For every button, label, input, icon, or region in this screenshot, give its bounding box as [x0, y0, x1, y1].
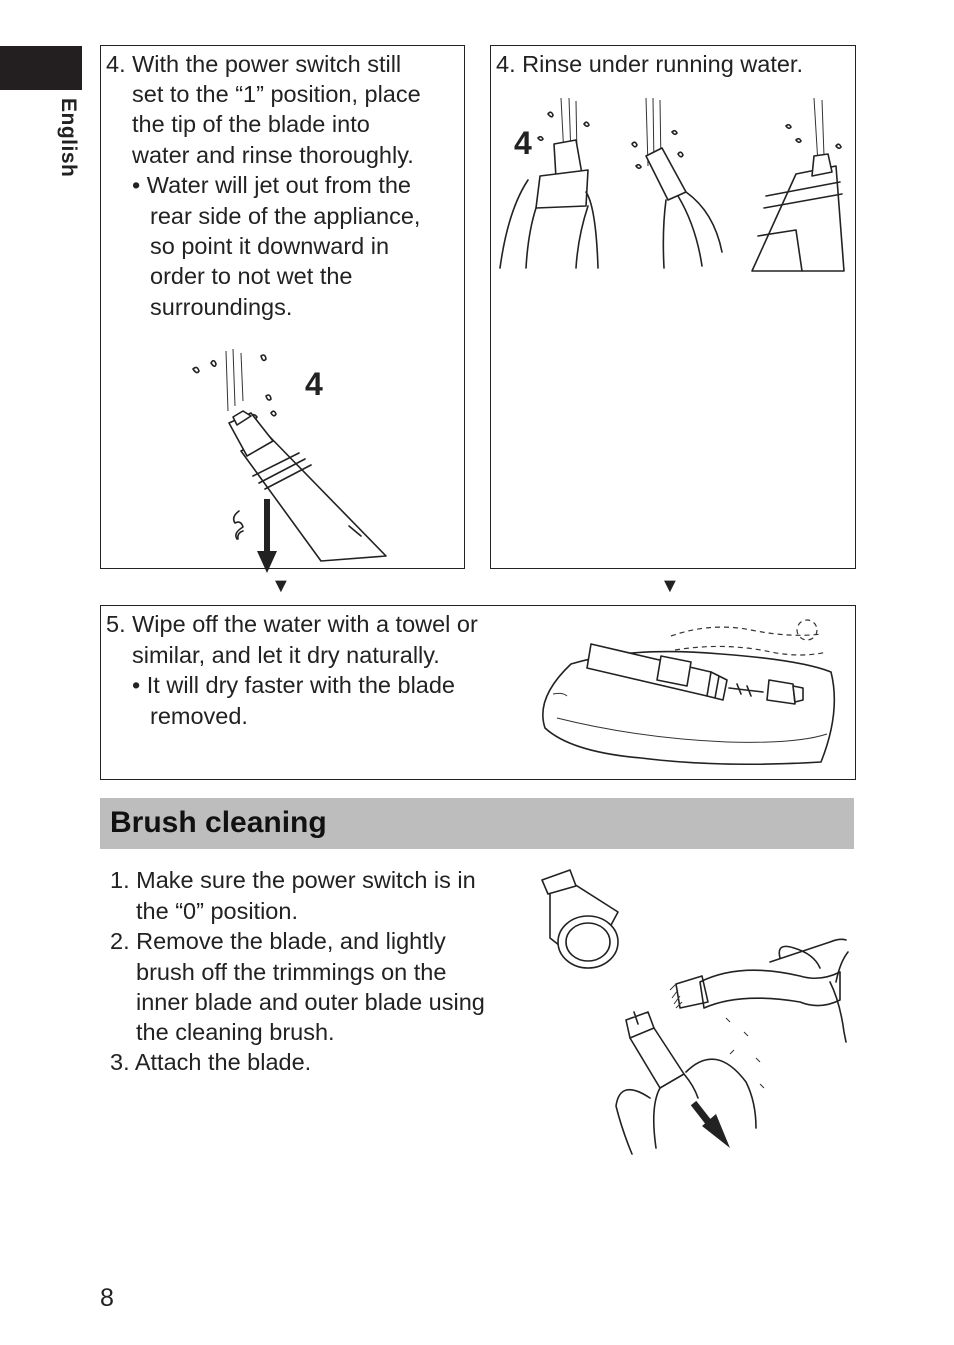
language-tab: [0, 46, 82, 90]
step-text: 5. Wipe off the water with a towel or: [106, 611, 478, 637]
note-text: surroundings.: [150, 294, 293, 320]
language-label: English: [57, 98, 80, 178]
figure-step-number: 4: [305, 366, 323, 402]
note-text: so point it downward in: [150, 233, 390, 259]
step-text: set to the “1” position, place: [132, 81, 421, 107]
rinse-tip-box: [100, 45, 465, 569]
towel-drying-illustration: [541, 614, 851, 774]
rinse-water-box: [490, 45, 856, 569]
section-title: Brush cleaning: [110, 806, 327, 839]
step-text: the tip of the blade into: [132, 111, 370, 137]
step-text: the “0” position.: [136, 898, 298, 924]
figure-step-number: 4: [514, 125, 532, 161]
running-water-illustration: [496, 96, 851, 271]
step-text: 4. With the power switch still: [106, 51, 402, 77]
note-text: • Water will jet out from the: [132, 172, 411, 198]
note-text: • It will dry faster with the blade: [132, 672, 455, 698]
step-text: inner blade and outer blade using: [136, 989, 485, 1015]
down-arrow-icon: ▼: [660, 575, 680, 597]
step-text: 4. Rinse under running water.: [496, 51, 803, 77]
step-text: 3. Attach the blade.: [110, 1049, 312, 1075]
note-text: rear side of the appliance,: [150, 203, 421, 229]
step-text: brush off the trimmings on the: [136, 959, 447, 985]
brush-cleaning-illustration: [530, 862, 850, 1162]
step-text: 1. Make sure the power switch is in: [110, 867, 476, 893]
step-text: water and rinse thoroughly.: [132, 142, 414, 168]
down-arrow-icon: ▼: [271, 575, 291, 597]
step-text: similar, and let it dry naturally.: [132, 642, 440, 668]
trimmer-rinse-illustration: [181, 341, 401, 561]
page-number: 8: [100, 1284, 114, 1312]
step-text: the cleaning brush.: [136, 1019, 335, 1045]
note-text: removed.: [150, 703, 248, 729]
wipe-dry-box: [100, 605, 856, 780]
section-header: [100, 798, 854, 849]
step-text: 2. Remove the blade, and lightly: [110, 928, 446, 954]
note-text: order to not wet the: [150, 263, 353, 289]
